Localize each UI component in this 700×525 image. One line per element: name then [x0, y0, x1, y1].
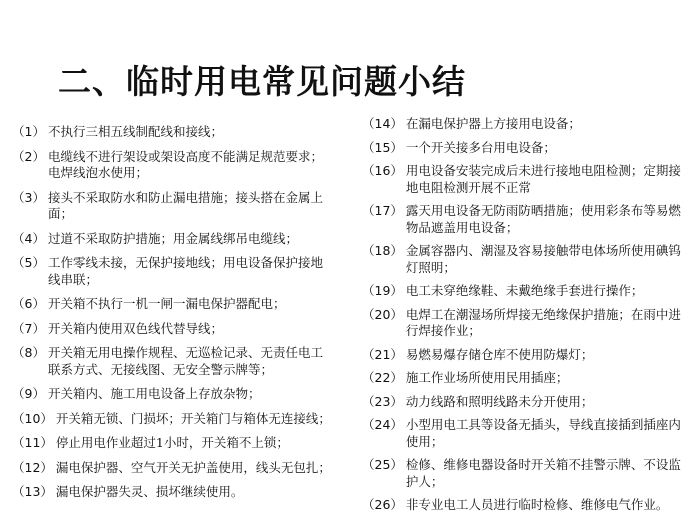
list-item — [12, 484, 332, 501]
item-text: 电工未穿绝缘鞋、未戴绝缘手套进行操作； — [405, 283, 644, 298]
left-issue-list — [12, 124, 332, 509]
item-number: （4） — [12, 230, 45, 246]
item-text: 一个开关接多台用电设备； — [405, 139, 556, 155]
item-number: （24） — [362, 417, 403, 432]
item-number: （26） — [362, 497, 403, 512]
item-text: 停止用电作业超过1小时，开关箱不上锁； — [55, 435, 289, 450]
item-text: 露天用电设备无防雨防晒措施；使用彩条布等易燃物品遮盖用电设备； — [405, 203, 681, 235]
list-item — [12, 321, 332, 338]
item-number: （17） — [362, 203, 403, 218]
item-number: （2） — [12, 148, 45, 164]
item-number: （20） — [362, 306, 403, 322]
list-item — [12, 411, 332, 428]
item-number: （14） — [362, 116, 403, 131]
item-number: （1） — [12, 124, 45, 139]
right-issue-list — [362, 116, 692, 521]
item-text: 漏电保护器失灵、损坏继续使用。 — [55, 484, 244, 499]
item-number: （8） — [12, 345, 45, 360]
item-text: 电缆线不进行架设或架设高度不能满足规范要求；电焊线泡水使用； — [47, 148, 323, 180]
item-number: （22） — [362, 370, 403, 385]
list-item — [362, 283, 692, 300]
item-text: 动力线路和照明线路未分开使用； — [405, 393, 594, 409]
item-text: 检修、维修电器设备时开关箱不挂警示牌、不设监护人； — [405, 457, 681, 489]
list-item — [362, 347, 692, 364]
item-text: 非专业电工人员进行临时检修、维修电气作业。 — [405, 497, 669, 512]
item-text: 不执行三相五线制配线和接线； — [47, 124, 223, 139]
item-number: （10） — [12, 410, 53, 426]
item-number: （15） — [362, 139, 403, 155]
list-item — [362, 243, 692, 276]
list-item — [12, 149, 332, 182]
item-text: 工作零线未接，无保护接地线；用电设备保护接地线串联； — [47, 255, 323, 287]
list-item — [362, 203, 692, 236]
item-text: 开关箱无锁、门损坏；开关箱门与箱体无连接线； — [55, 410, 331, 426]
list-item — [12, 435, 332, 452]
item-text: 接头不采取防水和防止漏电措施；接头搭在金属上面； — [47, 189, 323, 221]
item-number: （7） — [12, 320, 45, 336]
list-item — [362, 370, 692, 387]
item-text: 金属容器内、潮湿及容易接触带电体场所使用碘钨灯照明； — [405, 243, 681, 275]
list-item — [362, 116, 692, 133]
item-text: 小型用电工具等设备无插头，导线直接插到插座内使用； — [405, 417, 681, 449]
item-text: 开关箱无用电操作规程、无巡检记录、无责任电工联系方式、无接线图、无安全警示牌等； — [47, 345, 323, 377]
item-number: （19） — [362, 283, 403, 298]
item-text: 用电设备安装完成后未进行接地电阻检测；定期接地电阻检测开展不正常 — [405, 163, 681, 195]
item-text: 漏电保护器、空气开关无护盖使用，线头无包扎； — [55, 459, 331, 475]
item-number: （9） — [12, 386, 45, 401]
list-item — [12, 345, 332, 378]
item-number: （5） — [12, 255, 45, 270]
item-text: 开关箱内使用双色线代替导线； — [47, 320, 223, 336]
list-item — [12, 190, 332, 223]
list-item — [12, 460, 332, 477]
item-number: （25） — [362, 457, 403, 472]
item-number: （11） — [12, 435, 53, 450]
list-item — [12, 296, 332, 313]
page-title: 二、临时用电常见问题小结 — [58, 62, 466, 101]
item-text: 开关箱内、施工用电设备上存放杂物； — [47, 386, 261, 401]
item-text: 过道不采取防护措施；用金属线绑吊电缆线； — [47, 230, 298, 246]
list-item — [362, 394, 692, 411]
list-item — [362, 457, 692, 490]
list-item — [362, 497, 692, 514]
item-number: （23） — [362, 393, 403, 409]
list-item — [12, 231, 332, 248]
list-item — [362, 140, 692, 157]
item-number: （3） — [12, 189, 45, 205]
item-text: 在漏电保护器上方接用电设备； — [405, 116, 581, 131]
item-text: 施工作业场所使用民用插座； — [405, 370, 569, 385]
item-number: （16） — [362, 163, 403, 178]
list-item — [12, 386, 332, 403]
item-number: （6） — [12, 296, 45, 311]
item-number: （18） — [362, 243, 403, 258]
list-item — [12, 124, 332, 141]
item-text: 电焊工在潮湿场所焊接无绝缘保护措施；在雨中进行焊接作业； — [405, 306, 681, 338]
item-text: 开关箱不执行一机一闸一漏电保护器配电； — [47, 296, 286, 311]
item-number: （12） — [12, 459, 53, 475]
item-number: （21） — [362, 346, 403, 362]
item-text: 易燃易爆存储仓库不使用防爆灯； — [405, 346, 594, 362]
list-item — [12, 255, 332, 288]
list-item — [362, 417, 692, 450]
item-number: （13） — [12, 484, 53, 499]
list-item — [362, 307, 692, 340]
list-item — [362, 163, 692, 196]
